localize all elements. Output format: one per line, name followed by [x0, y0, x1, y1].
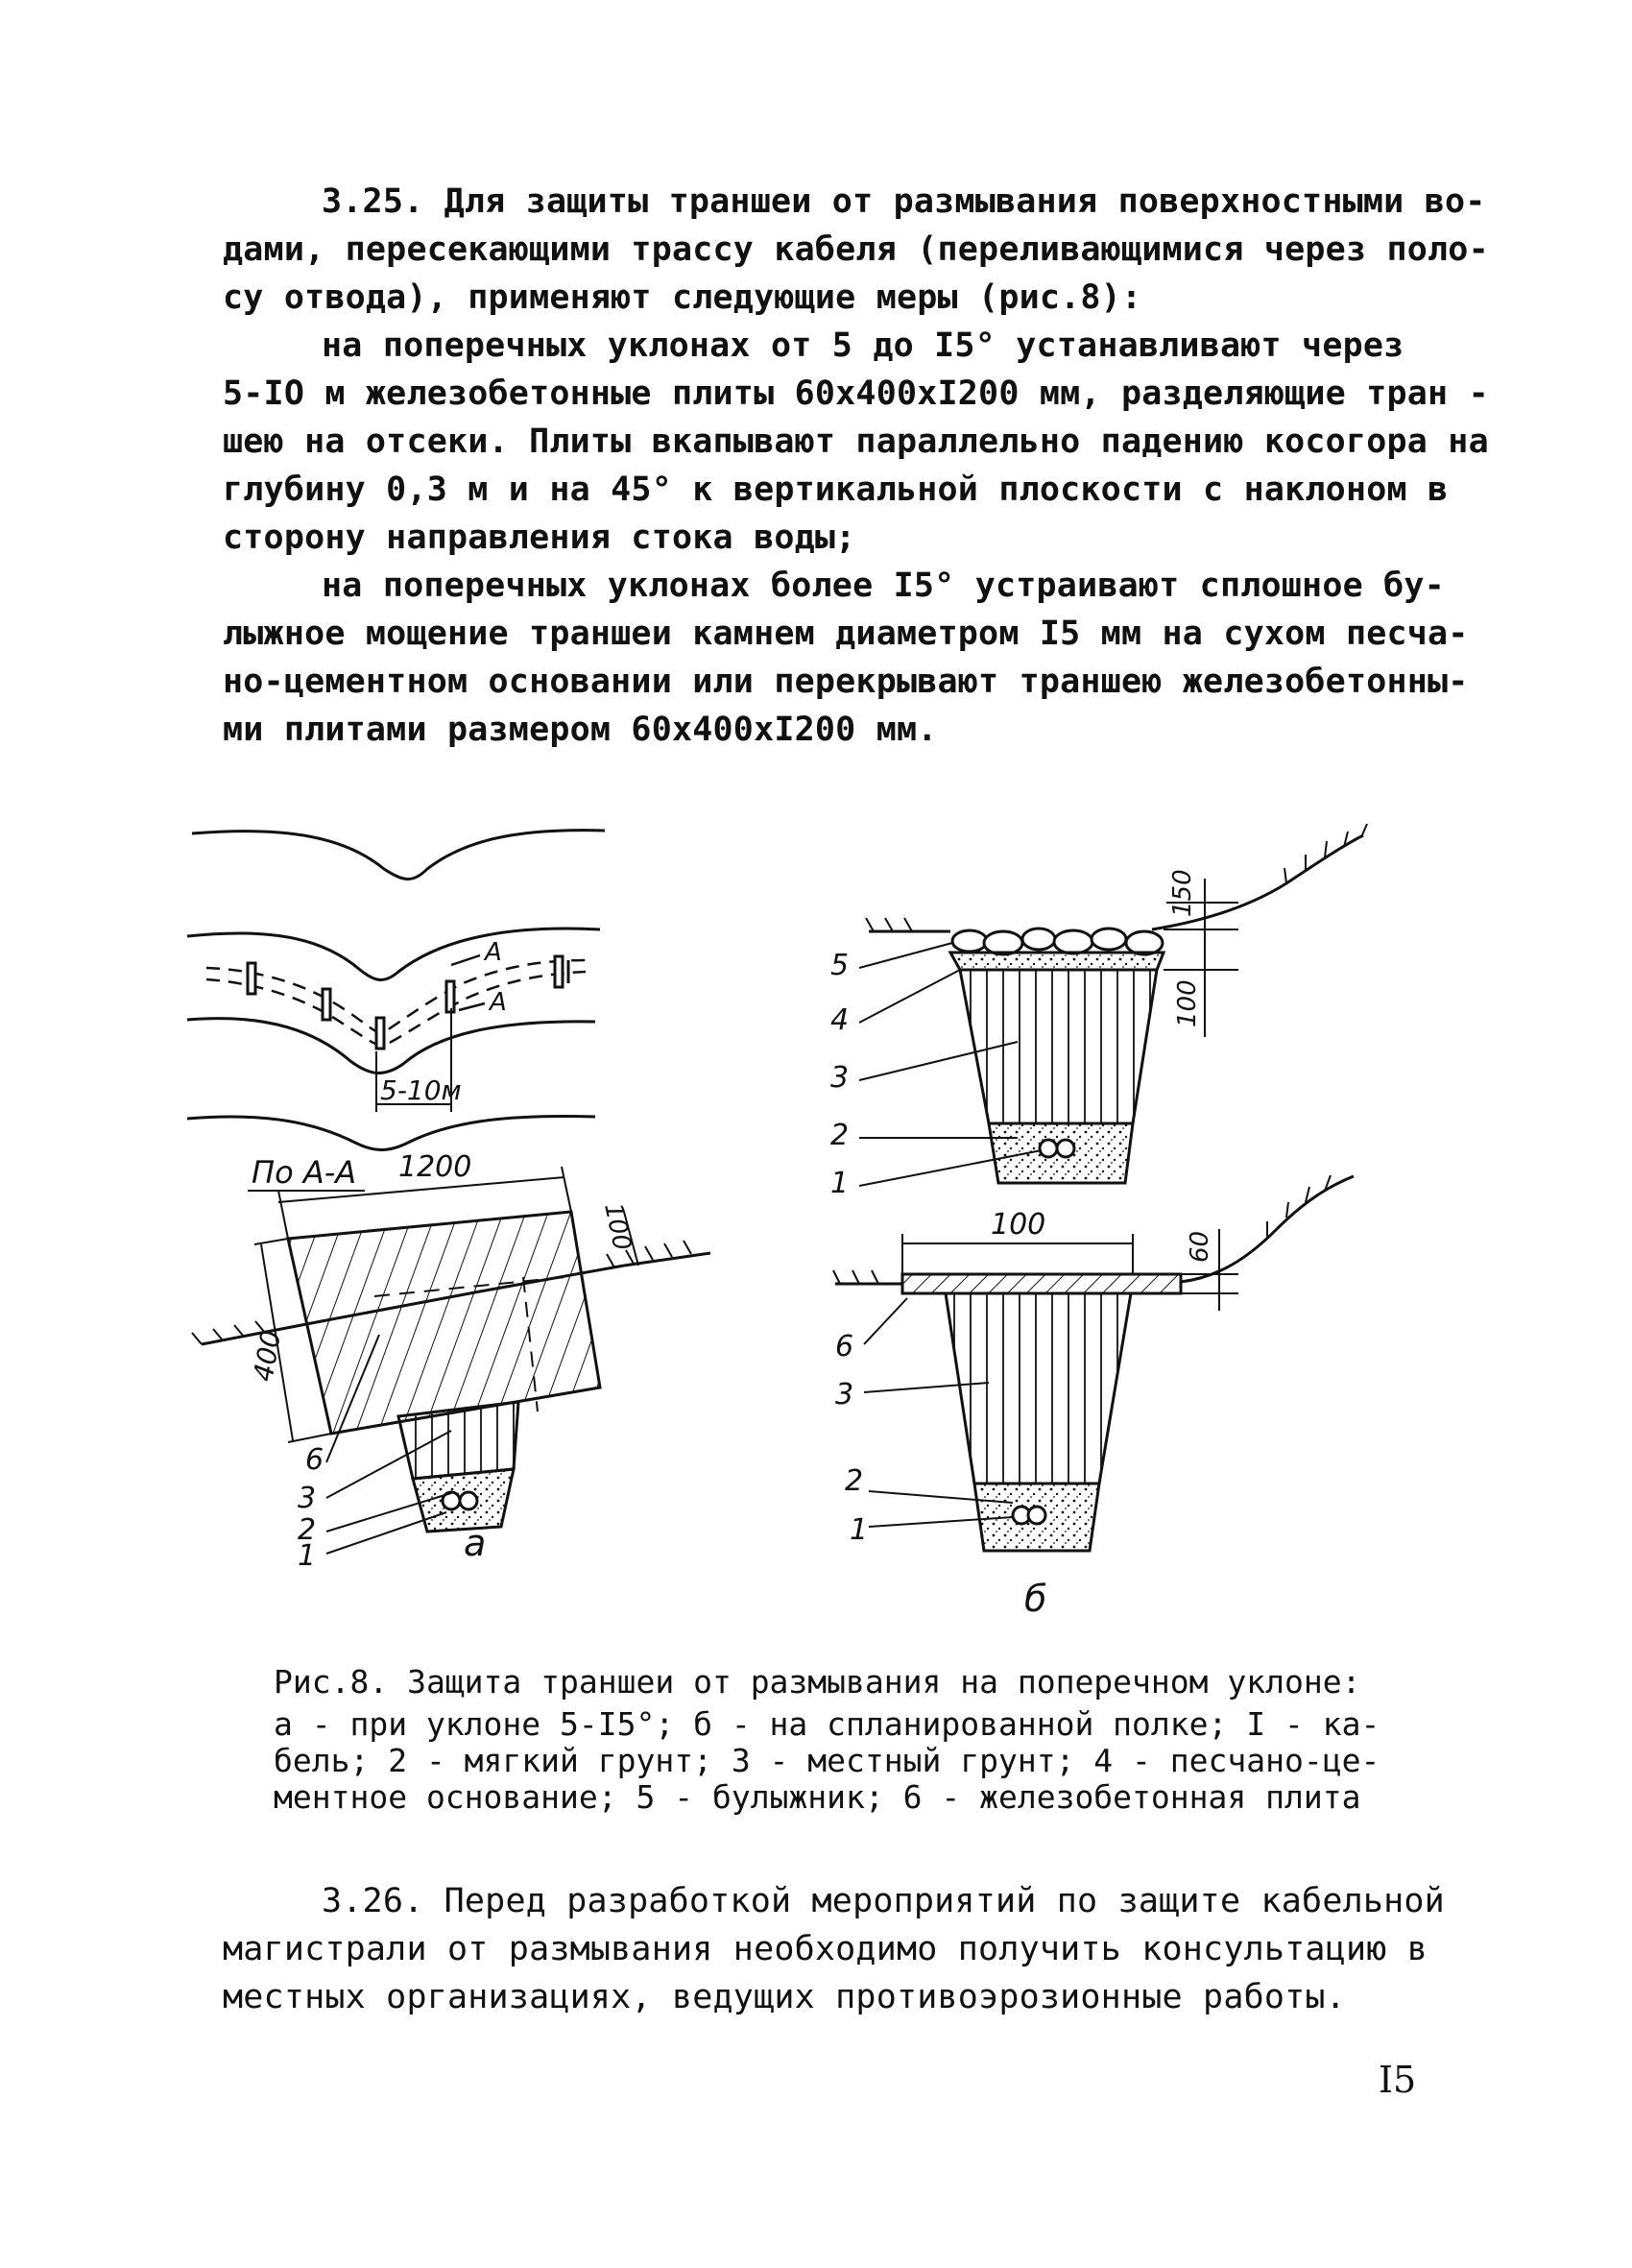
figure-caption — [274, 1664, 1454, 1816]
ground-line — [869, 835, 1363, 931]
dimension-label: 100 — [991, 1208, 1046, 1242]
trench-fill — [398, 1402, 518, 1479]
dimension-label: 100 — [1173, 979, 1202, 1027]
section-mark-label: A — [490, 988, 507, 1017]
callout-number: 2 — [298, 1513, 317, 1547]
dimension-label: 400 — [247, 1327, 288, 1385]
slab-marker — [248, 963, 255, 994]
trench-with-slab — [833, 1175, 1354, 1551]
caption-line: а - при уклоне 5-I5°; б - на спланированной полке; I - ка- — [274, 1705, 1380, 1743]
page-number: I5 — [1379, 2059, 1417, 2101]
callout-number: 2 — [845, 1464, 864, 1498]
subfigure-label: а — [464, 1522, 487, 1564]
section-title: По А-А — [252, 1154, 357, 1191]
local-soil — [946, 1293, 1131, 1484]
callout-number: 4 — [830, 1003, 850, 1037]
text-line: ми плитами размером 60х400хI200 мм. — [223, 711, 938, 749]
cable — [1040, 1140, 1057, 1157]
contour-line — [192, 831, 605, 880]
callout-number: 5 — [830, 949, 850, 982]
section-3-26 — [223, 1877, 1452, 2021]
caption-line: ментное основание; 5 - булыжник; 6 - железобетонная плита — [274, 1778, 1361, 1816]
ground-line — [835, 1176, 1354, 1284]
cable — [1028, 1507, 1045, 1524]
slab-marker — [555, 956, 563, 987]
trench-route — [206, 972, 586, 1046]
text-line: на поперечных уклонах от 5 до I5° устанавливают через — [322, 326, 1404, 365]
callout-number: 3 — [298, 1482, 317, 1515]
callout-number: 2 — [830, 1119, 850, 1152]
local-soil — [960, 970, 1157, 1123]
trench-with-cobbles — [859, 824, 1367, 1186]
slab-marker — [376, 1018, 384, 1049]
callout-number: 3 — [835, 1378, 854, 1411]
text-line: дами, пересекающими трассу кабеля (переливающимися через поло- — [223, 230, 1489, 269]
dimension-label: 60 — [1186, 1230, 1214, 1263]
concrete-slab — [288, 1212, 600, 1434]
callout-number: 6 — [305, 1443, 324, 1477]
text-line: но-цементном основании или перекрывают траншею железобетонны- — [223, 663, 1469, 701]
contour-line — [187, 1116, 595, 1149]
callout-number: 1 — [850, 1513, 869, 1547]
text-line: на поперечных уклонах более I5° устраивают сплошное бу- — [322, 567, 1445, 605]
text-line: 3.26. Перед разработкой мероприятий по защите кабельной — [322, 1882, 1445, 1920]
caption-line: Рис.8. Защита траншеи от размывания на поперечном уклоне: — [274, 1663, 1361, 1701]
slab-marker — [446, 981, 454, 1012]
callout-number: 1 — [830, 1167, 850, 1200]
dimension-label: 100 — [598, 1200, 636, 1254]
subfigure-label: б — [1024, 1578, 1047, 1620]
text-line: сторону направления стока воды; — [223, 519, 856, 557]
text-line: магистрали от размывания необходимо получить консультацию в — [223, 1930, 1428, 1968]
text-line: 5-IO м железобетонные плиты 60х400хI200 мм, разделяющие тран - — [223, 374, 1489, 413]
callout-number: 3 — [830, 1061, 850, 1095]
section-mark-label: A — [485, 938, 502, 967]
text-line: 3.25. Для защиты траншеи от размывания поверхностными во- — [322, 182, 1486, 221]
sand-cement-base — [950, 953, 1164, 970]
callout-number: 6 — [835, 1330, 854, 1363]
text-line: лыжное мощение траншеи камнем диаметром I5 мм на сухом песча- — [223, 615, 1469, 653]
dimension-label: 5-10м — [380, 1074, 462, 1106]
concrete-slab — [902, 1274, 1181, 1293]
text-line: шею на отсеки. Плиты вкапывают параллельно падению косогора на — [223, 422, 1489, 461]
dimension-label: 150 — [1168, 869, 1197, 917]
slab-marker — [323, 989, 330, 1020]
slope-hatch — [866, 824, 1367, 931]
text-line: местных организациях, ведущих противоэрозионные работы. — [223, 1978, 1346, 2016]
cable — [460, 1492, 477, 1509]
cable — [1057, 1140, 1074, 1157]
dimension-label: 1200 — [398, 1150, 472, 1184]
caption-line: бель; 2 - мягкий грунт; 3 - местный грунт; 4 - песчано-це- — [274, 1742, 1380, 1779]
text-line: су отвода), применяют следующие меры (рис.8): — [223, 278, 1142, 317]
text-line: глубину 0,3 м и на 45° к вертикальной плоскости с наклоном в — [223, 470, 1449, 509]
cobble-layer — [952, 929, 1163, 954]
callout-number: 1 — [298, 1539, 317, 1573]
slope-hatch — [833, 1175, 1331, 1284]
